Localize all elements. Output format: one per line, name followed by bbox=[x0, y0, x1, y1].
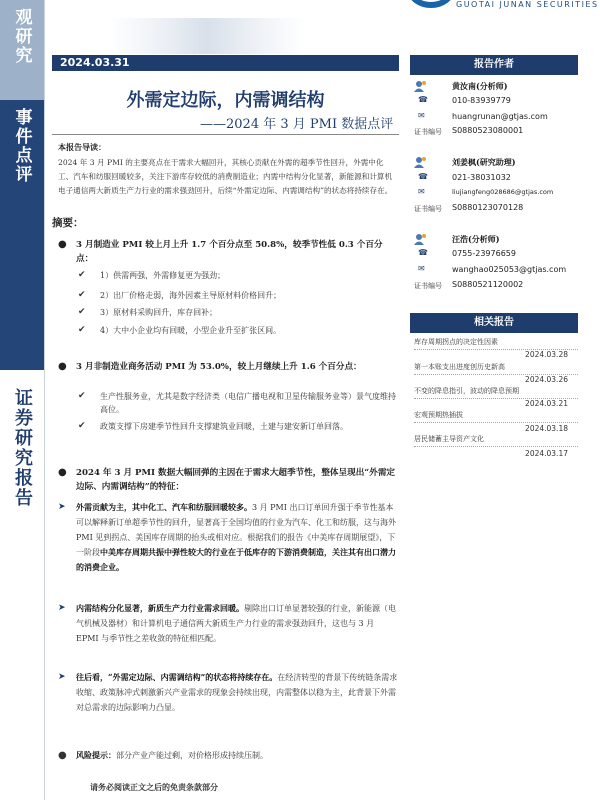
bullet-icon: ● bbox=[58, 361, 67, 372]
author-email[interactable]: wanghao025053@gtjas.com bbox=[452, 265, 567, 274]
author-cert: S0880123070128 bbox=[452, 203, 524, 212]
sidebar-section-event-review: 事件点评 bbox=[0, 100, 44, 370]
author-name: 刘姜枫(研究助理) bbox=[452, 157, 516, 167]
arrow-bullet-icon: ➤ bbox=[58, 603, 66, 613]
sub-item: ✔ 政策支撑下房建季节性回升支撑建筑业回暖，土建与建安新订单回落。 bbox=[78, 421, 348, 431]
sub-item: ✔ 2）出厂价格走弱，海外因素主导原材料价格回升； bbox=[78, 290, 282, 300]
bullet-text: 3 月制造业 PMI 较上月上升 1.7 个百分点至 50.8%，较季节性低 0.3 个百分点： bbox=[76, 240, 383, 264]
sidebar-section-macro: 观研究 bbox=[0, 0, 44, 100]
bullet-icon: ● bbox=[58, 467, 67, 478]
point-outlook: ➤ 往后看，“外需定边际、内需调结构”的状态将持续存在。在经济转型的背景下传统链条需求收缩、政策脉冲式刺激新兴产业需求的现象会持续出现，内需整体以稳为主，此背景下外需对总需求的边际影响力凸显。 bbox=[58, 672, 398, 712]
author-phone: 021-38031032 bbox=[452, 173, 511, 182]
summary-bullet-manufacturing bbox=[58, 238, 398, 266]
sub-item: ✔ 4）大中小企业均有回暖，小型企业升至扩张区间。 bbox=[78, 325, 282, 335]
related-report-link[interactable]: 第一本账支出进度创历史新高 bbox=[414, 362, 578, 375]
related-report-date: 2024.03.26 bbox=[525, 375, 568, 384]
author-email[interactable]: liujiangfeng028686@gtjas.com bbox=[452, 188, 554, 196]
related-report-date: 2024.03.28 bbox=[525, 350, 568, 359]
sidebar-section-report-type: 证券研究报告 bbox=[0, 370, 44, 800]
authors-header: 报告作者 bbox=[410, 55, 578, 75]
author-name: 汪浩(分析师) bbox=[452, 234, 500, 244]
author-cert-label: 证书编号 bbox=[414, 128, 442, 136]
sub-item: ✔ 1）供需两强，外需修复更为强劲； bbox=[78, 270, 226, 280]
disclaimer-footer: 请务必阅读正文之后的免责条款部分 bbox=[90, 782, 218, 792]
email-icon: ✉ bbox=[418, 111, 425, 120]
author-email[interactable]: huangrunan@gtjas.com bbox=[452, 112, 548, 121]
check-icon: ✔ bbox=[78, 391, 86, 401]
author-cert: S0880521120002 bbox=[452, 280, 524, 289]
point-external-demand: ➤ 外需贡献为主，其中化工、汽车和纺服回暖较多。3 月 PMI 出口订单回升强于季节性基本可以解释新订单超季节性的回升，显著高于全国均值的行业为汽车、化工和纺服，这与海外 PMI 见到拐点、美国库存周期的抬头或相对应。根据我们的报告《中美库存周期展望》，下一阶段中美库存周期共振中弹性较大的行业在于低库存的下游消费制造，关注其有出口潜力的消费企业。 bbox=[58, 502, 396, 572]
related-report-link[interactable]: 库存周期拐点的决定性因素 bbox=[414, 337, 578, 350]
author-name: 黄汝南(分析师) bbox=[452, 81, 508, 91]
related-report-date: 2024.03.17 bbox=[525, 449, 568, 458]
point-domestic-structure: ➤ 内需结构分化显著，新质生产力行业需求回暖。剔除出口订单显著较强的行业，新能源（电气机械及器材）和计算机电子通信两大新质生产力行业的需求强劲回升，这也与 3 月 EPMI 与季节性之差收敛的特征相匹配。 bbox=[58, 603, 396, 643]
author-cert: S0880523080001 bbox=[452, 126, 524, 135]
bullet-text: 3 月非制造业商务活动 PMI 为 53.0%，较上月继续上升 1.6 个百分点： bbox=[76, 362, 362, 372]
related-report-link[interactable]: 宏观预期热插拔 bbox=[414, 410, 578, 423]
related-reports-header: 相关报告 bbox=[410, 313, 578, 333]
author-cert-label: 证书编号 bbox=[414, 282, 442, 290]
bullet-text: 2024 年 3 月 PMI 数据大幅回弹的主因在于需求大超季节性，整体呈现出“外需定边际、内需调结构”的特征： bbox=[76, 468, 396, 492]
sidebar-divider bbox=[44, 0, 45, 800]
arrow-bullet-icon: ➤ bbox=[58, 502, 66, 512]
phone-icon: ☎ bbox=[418, 248, 428, 257]
person-icon bbox=[414, 156, 428, 168]
check-icon: ✔ bbox=[78, 421, 86, 431]
check-icon: ✔ bbox=[78, 307, 86, 317]
related-report-link[interactable]: 不变的降息指引，波动的降息预期 bbox=[414, 386, 578, 399]
author-phone: 010-83939779 bbox=[452, 96, 511, 105]
guide-text: 2024 年 3 月 PMI 的主要亮点在于需求大幅回升，其核心贡献在外需的超季节性回升，外需中化工、汽车和纺服回暖较多，关注下游库存较低的消费制造业；内需中结构分化显著，新能源和计算机电子通信两大新质生产力行业的需求强劲回升，后续“外需定边际、内需调结构”的状态将持续存在。 bbox=[58, 158, 393, 195]
summary-bullet-main-cause bbox=[58, 466, 398, 494]
sub-item: ✔ 3）原材料采购回升，库存回补； bbox=[78, 307, 218, 317]
phone-icon: ☎ bbox=[418, 95, 428, 104]
author-phone: 0755-23976659 bbox=[452, 249, 516, 258]
company-logo bbox=[408, 0, 454, 8]
guide-label: 本报告导读： bbox=[58, 142, 106, 152]
check-icon: ✔ bbox=[78, 325, 86, 335]
risk-warning: ● 风险提示：部分产业产能过剩，对价格形成持续压制。 bbox=[58, 750, 268, 761]
report-subtitle: ——2024 年 3 月 PMI 数据点评 bbox=[200, 117, 394, 132]
check-icon: ✔ bbox=[78, 290, 86, 300]
author-cert-label: 证书编号 bbox=[414, 205, 442, 213]
email-icon: ✉ bbox=[418, 187, 425, 196]
person-icon bbox=[414, 233, 428, 245]
email-icon: ✉ bbox=[418, 264, 425, 273]
person-icon bbox=[414, 80, 428, 92]
check-icon: ✔ bbox=[78, 270, 86, 280]
report-date: 2024.03.31 bbox=[52, 55, 399, 71]
brand-name: GUOTAI JUNAN SECURITIES bbox=[456, 0, 599, 9]
related-report-date: 2024.03.18 bbox=[525, 424, 568, 433]
bullet-icon: ● bbox=[58, 239, 67, 250]
phone-icon: ☎ bbox=[418, 172, 428, 181]
summary-bullet-nonmanufacturing bbox=[58, 360, 398, 374]
header-banner-image bbox=[110, 18, 305, 54]
summary-label: 摘要： bbox=[52, 217, 84, 229]
title-divider bbox=[52, 134, 399, 135]
arrow-bullet-icon: ➤ bbox=[58, 672, 66, 682]
sub-item: ✔ 生产性服务业，尤其是数字经济类（电信广播电视和卫星传输服务业等）景气度维持高位。 bbox=[78, 391, 396, 414]
report-title: 外需定边际，内需调结构 bbox=[126, 90, 325, 111]
bullet-icon: ● bbox=[58, 750, 67, 761]
related-report-link[interactable]: 居民储蓄主导资产文化 bbox=[414, 434, 578, 447]
related-report-date: 2024.03.21 bbox=[525, 399, 568, 408]
